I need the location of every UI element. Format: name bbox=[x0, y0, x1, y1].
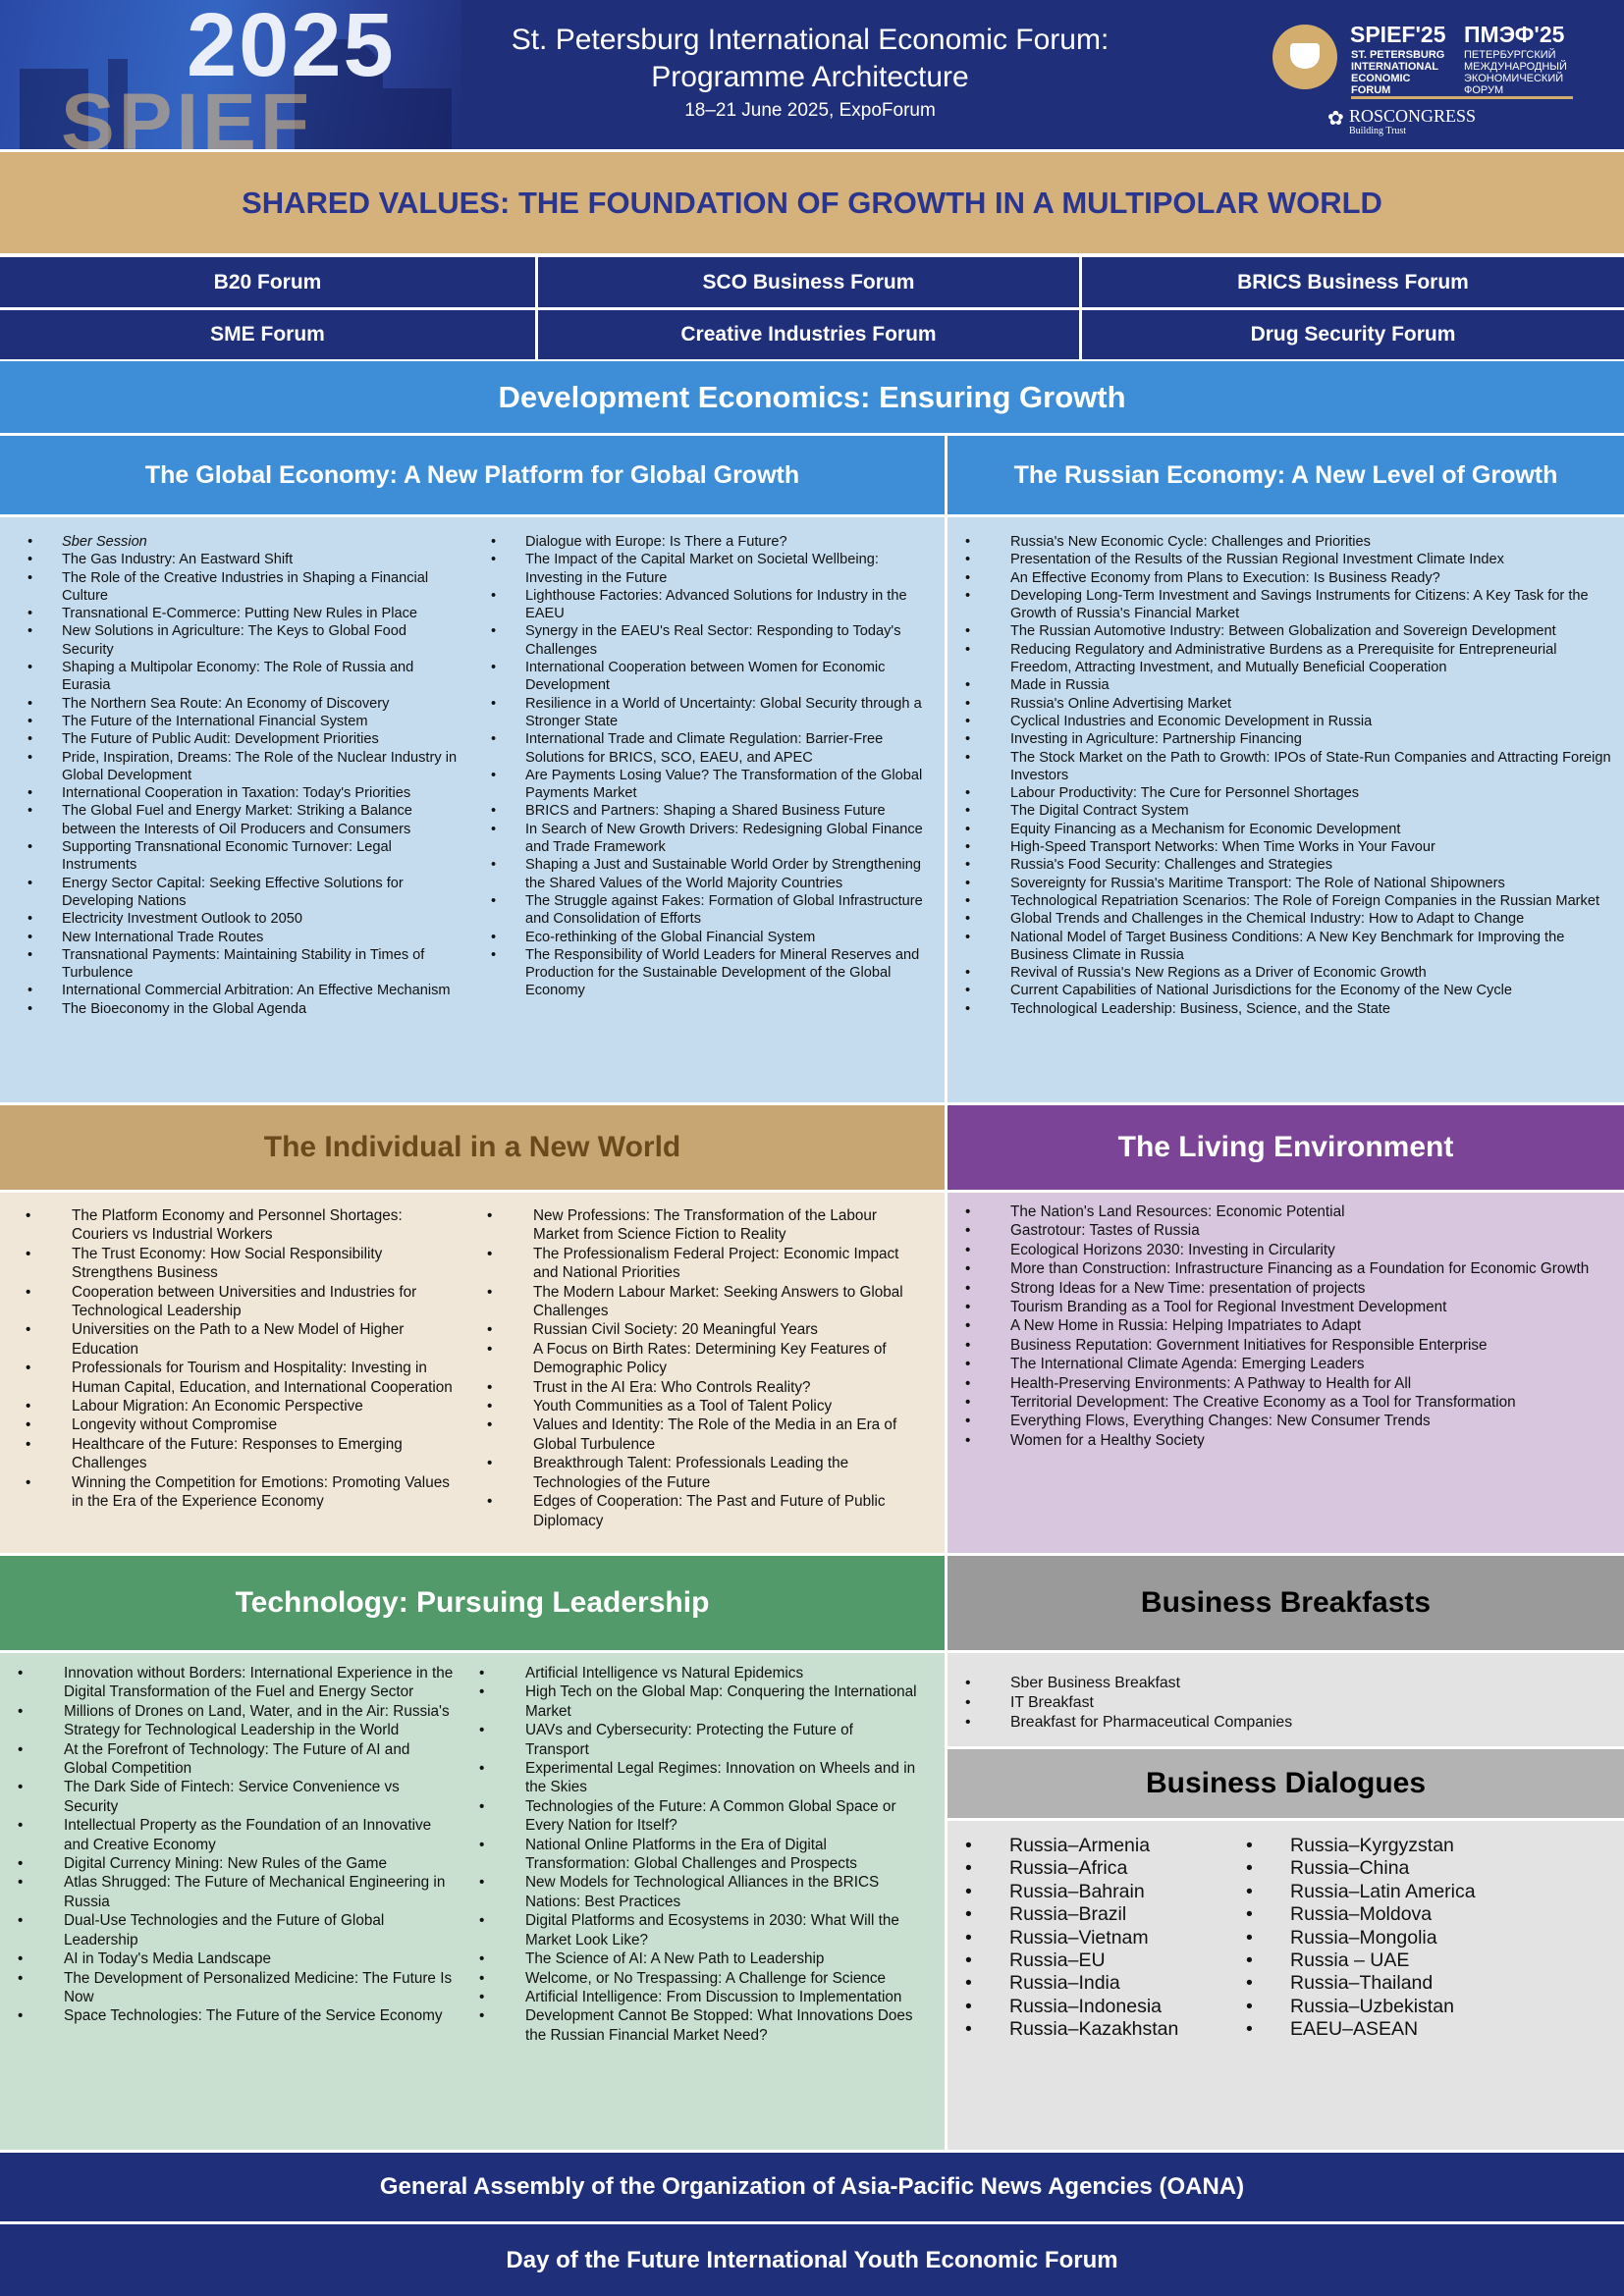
list-item: • Shaping a Just and Sustainable World Order by Strengthening the Shared Values of the World Majority Countries bbox=[491, 856, 928, 892]
list-item: • Russia–Kyrgyzstan bbox=[1246, 1835, 1541, 1857]
list-item: • Russia's Online Advertising Market bbox=[965, 695, 1613, 713]
subsection-russian-economy-title: The Russian Economy: A New Level of Growth bbox=[947, 436, 1624, 514]
list-item: • Everything Flows, Everything Changes: New Consumer Trends bbox=[965, 1412, 1613, 1430]
list-item: • Space Technologies: The Future of the Service Economy bbox=[18, 2006, 455, 2025]
list-item: • New Models for Technological Alliances in the BRICS Nations: Best Practices bbox=[479, 1873, 917, 1911]
list-item: • Values and Identity: The Role of the Media in an Era of Global Turbulence bbox=[487, 1415, 925, 1454]
list-item: • In Search of New Growth Drivers: Redesigning Global Finance and Trade Framework bbox=[491, 821, 928, 857]
list-item: • Atlas Shrugged: The Future of Mechanical Engineering in Russia bbox=[18, 1873, 455, 1911]
forum-creative-industries: Creative Industries Forum bbox=[538, 310, 1079, 359]
logo-ru-line: ЭКОНОМИЧЕСКИЙ bbox=[1464, 73, 1564, 84]
list-item: • Russia–Kazakhstan bbox=[965, 2018, 1240, 2041]
list-item: • Labour Migration: An Economic Perspective bbox=[26, 1397, 458, 1415]
list-item: • The Gas Industry: An Eastward Shift bbox=[27, 551, 460, 568]
list-item: • Development Cannot Be Stopped: What Innovations Does the Russian Financial Market Need? bbox=[479, 2006, 917, 2045]
list-item: • At the Forefront of Technology: The Future of AI and Global Competition bbox=[18, 1740, 455, 1779]
section-individual-title: The Individual in a New World bbox=[0, 1105, 945, 1190]
list-item: • The Trust Economy: How Social Responsibility Strengthens Business bbox=[26, 1245, 458, 1283]
roscongress-flower-icon: ✿ bbox=[1327, 108, 1344, 130]
year-art: 2025 bbox=[187, 0, 396, 95]
list-item: • Digital Currency Mining: New Rules of the Game bbox=[18, 1854, 455, 1873]
list-item: • Russia–Bahrain bbox=[965, 1881, 1240, 1903]
page-title bbox=[461, 22, 1159, 96]
list-item: • Strong Ideas for a New Time: presentation of projects bbox=[965, 1279, 1613, 1298]
list-item: • Health-Preserving Environments: A Pathway to Health for All bbox=[965, 1374, 1613, 1393]
list-item: • Technologies of the Future: A Common Global Space or Every Nation for Itself? bbox=[479, 1797, 917, 1836]
list-item: • Resilience in a World of Uncertainty: Global Security through a Stronger State bbox=[491, 695, 928, 731]
watermark-text: SPIEF bbox=[61, 78, 313, 149]
list-item: • Winning the Competition for Emotions: Promoting Values in the Era of the Experience Economy bbox=[26, 1473, 458, 1512]
individual-list-1 bbox=[26, 1206, 458, 1512]
list-item: • Russia–Armenia bbox=[965, 1835, 1240, 1857]
logo-divider bbox=[1351, 96, 1573, 99]
list-item: • Synergy in the EAEU's Real Sector: Responding to Today's Challenges bbox=[491, 622, 928, 659]
list-item: • Breakfast for Pharmaceutical Companies bbox=[965, 1713, 1613, 1733]
logo-en-line: ECONOMIC bbox=[1351, 73, 1411, 84]
forum-drug-security: Drug Security Forum bbox=[1082, 310, 1624, 359]
list-item: • Sovereignty for Russia's Maritime Transport: The Role of National Shipowners bbox=[965, 875, 1613, 892]
list-item: • Welcome, or No Trespassing: A Challenge for Science bbox=[479, 1969, 917, 1988]
forum-b20: B20 Forum bbox=[0, 257, 535, 307]
list-item: • Russia–Brazil bbox=[965, 1903, 1240, 1926]
list-item: • New Professions: The Transformation of the Labour Market from Science Fiction to Reality bbox=[487, 1206, 925, 1245]
list-item: • Russia–Uzbekistan bbox=[1246, 1996, 1541, 2018]
list-item: • Transnational Payments: Maintaining Stability in Times of Turbulence bbox=[27, 946, 460, 983]
title-line-2: Programme Architecture bbox=[651, 61, 969, 93]
list-item: • A New Home in Russia: Helping Impatriates to Adapt bbox=[965, 1316, 1613, 1335]
list-item: • Tourism Branding as a Tool for Regional Investment Development bbox=[965, 1298, 1613, 1316]
list-item: • The Development of Personalized Medicine: The Future Is Now bbox=[18, 1969, 455, 2007]
section-living-environment-title: The Living Environment bbox=[947, 1105, 1624, 1190]
emblem-ship-icon bbox=[1290, 43, 1320, 69]
list-item: • Russia–Africa bbox=[965, 1857, 1240, 1880]
roscongress-name: ROSCONGRESS bbox=[1349, 106, 1477, 126]
list-item: • The Nation's Land Resources: Economic Potential bbox=[965, 1202, 1613, 1221]
list-item: • Healthcare of the Future: Responses to Emerging Challenges bbox=[26, 1435, 458, 1473]
list-item: • The Future of Public Audit: Development Priorities bbox=[27, 730, 460, 748]
list-item: • Lighthouse Factories: Advanced Solutions for Industry in the EAEU bbox=[491, 587, 928, 623]
logo-en-line: INTERNATIONAL bbox=[1351, 61, 1439, 73]
list-item: • Russia–Mongolia bbox=[1246, 1927, 1541, 1949]
forum-sme: SME Forum bbox=[0, 310, 535, 359]
youth-forum-banner: Day of the Future International Youth Economic Forum bbox=[0, 2224, 1624, 2296]
list-item: • Investing in Agriculture: Partnership Financing bbox=[965, 730, 1613, 748]
list-item: • Cyclical Industries and Economic Development in Russia bbox=[965, 713, 1613, 730]
russian-economy-list bbox=[965, 533, 1613, 1018]
russian-economy-panel bbox=[947, 517, 1624, 1102]
list-item: • Russia–Moldova bbox=[1246, 1903, 1541, 1926]
business-breakfasts-list bbox=[965, 1674, 1613, 1733]
list-item: • Current Capabilities of National Jurisdictions for the Economy of the New Cycle bbox=[965, 982, 1613, 999]
list-item: • The Professionalism Federal Project: Economic Impact and National Priorities bbox=[487, 1245, 925, 1283]
list-item: • Business Reputation: Government Initiatives for Responsible Enterprise bbox=[965, 1336, 1613, 1355]
forum-theme-banner: SHARED VALUES: THE FOUNDATION OF GROWTH IN A MULTIPOLAR WORLD bbox=[0, 152, 1624, 253]
list-item: • National Online Platforms in the Era of Digital Transformation: Global Challenges and Prospects bbox=[479, 1836, 917, 1874]
section-business-dialogues-title: Business Dialogues bbox=[947, 1749, 1624, 1818]
list-item: • New Solutions in Agriculture: The Keys to Global Food Security bbox=[27, 622, 460, 659]
list-item: • The Stock Market on the Path to Growth: IPOs of State-Run Companies and Attracting Foreign Investors bbox=[965, 749, 1613, 785]
list-item: • The Platform Economy and Personnel Shortages: Couriers vs Industrial Workers bbox=[26, 1206, 458, 1245]
list-item: • High-Speed Transport Networks: When Time Works in Your Favour bbox=[965, 838, 1613, 856]
list-item: • Transnational E-Commerce: Putting New Rules in Place bbox=[27, 605, 460, 622]
list-item: • The Impact of the Capital Market on Societal Wellbeing: Investing in the Future bbox=[491, 551, 928, 587]
page-header bbox=[0, 0, 1624, 149]
subsection-global-economy-title: The Global Economy: A New Platform for Global Growth bbox=[0, 436, 945, 514]
list-item: • Russia–Vietnam bbox=[965, 1927, 1240, 1949]
list-item: • Technological Repatriation Scenarios: The Role of Foreign Companies in the Russian Market bbox=[965, 892, 1613, 910]
technology-panel bbox=[0, 1653, 945, 2150]
list-item: • Experimental Legal Regimes: Innovation on Wheels and in the Skies bbox=[479, 1759, 917, 1797]
list-item: • Russia–Thailand bbox=[1246, 1972, 1541, 1995]
list-item: • Labour Productivity: The Cure for Personnel Shortages bbox=[965, 784, 1613, 802]
list-item: • The Northern Sea Route: An Economy of Discovery bbox=[27, 695, 460, 713]
list-item: • BRICS and Partners: Shaping a Shared Business Future bbox=[491, 802, 928, 820]
list-item: • EAEU–ASEAN bbox=[1246, 2018, 1541, 2041]
list-item: • Global Trends and Challenges in the Chemical Industry: How to Adapt to Change bbox=[965, 910, 1613, 928]
list-item: • Electricity Investment Outlook to 2050 bbox=[27, 910, 460, 928]
list-item: • Edges of Cooperation: The Past and Future of Public Diplomacy bbox=[487, 1492, 925, 1530]
list-item: • Are Payments Losing Value? The Transformation of the Global Payments Market bbox=[491, 767, 928, 803]
list-item: • The Role of the Creative Industries in Shaping a Financial Culture bbox=[27, 569, 460, 606]
logo-en-line: FORUM bbox=[1351, 84, 1391, 96]
list-item: • Reducing Regulatory and Administrative Burdens as a Prerequisite for Entrepreneurial Freedom, Attracting Investment, and Mutually Beneficial Cooperation bbox=[965, 641, 1613, 677]
list-item: • The Struggle against Fakes: Formation of Global Infrastructure and Consolidation of Efforts bbox=[491, 892, 928, 929]
logo-en-subtitle bbox=[1351, 49, 1459, 96]
list-item: • Energy Sector Capital: Seeking Effective Solutions for Developing Nations bbox=[27, 875, 460, 911]
individual-list-2 bbox=[487, 1206, 925, 1530]
list-item: • Equity Financing as a Mechanism for Economic Development bbox=[965, 821, 1613, 838]
list-item: • UAVs and Cybersecurity: Protecting the Future of Transport bbox=[479, 1721, 917, 1759]
list-item: • International Trade and Climate Regulation: Barrier-Free Solutions for BRICS, SCO, EAEU, and APEC bbox=[491, 730, 928, 767]
list-item: • Women for a Healthy Society bbox=[965, 1431, 1613, 1450]
list-item: • Sber Session bbox=[27, 533, 460, 551]
business-breakfasts-panel bbox=[947, 1653, 1624, 1746]
list-item: • Universities on the Path to a New Model of Higher Education bbox=[26, 1320, 458, 1359]
header-artwork bbox=[0, 0, 461, 149]
list-item: • The Dark Side of Fintech: Service Convenience vs Security bbox=[18, 1778, 455, 1816]
list-item: • Pride, Inspiration, Dreams: The Role of the Nuclear Industry in Global Development bbox=[27, 749, 460, 785]
list-item: • Ecological Horizons 2030: Investing in Circularity bbox=[965, 1241, 1613, 1259]
list-item: • Russia–India bbox=[965, 1972, 1240, 1995]
logo-ru-title: ПМЭФ'25 bbox=[1464, 22, 1565, 47]
list-item: • High Tech on the Global Map: Conquering the International Market bbox=[479, 1682, 917, 1721]
list-item: • International Cooperation in Taxation: Today's Priorities bbox=[27, 784, 460, 802]
list-item: • Digital Platforms and Ecosystems in 2030: What Will the Market Look Like? bbox=[479, 1911, 917, 1949]
list-item: • The Global Fuel and Energy Market: Striking a Balance between the Interests of Oil Producers and Consumers bbox=[27, 802, 460, 838]
list-item: • The Future of the International Financial System bbox=[27, 713, 460, 730]
list-item: • Longevity without Compromise bbox=[26, 1415, 458, 1434]
roscongress-tagline: Building Trust bbox=[1349, 126, 1407, 136]
list-item: • Presentation of the Results of the Russian Regional Investment Climate Index bbox=[965, 551, 1613, 568]
forum-sco: SCO Business Forum bbox=[538, 257, 1079, 307]
list-item: • Dual-Use Technologies and the Future of Global Leadership bbox=[18, 1911, 455, 1949]
logo-ru-line: ФОРУМ bbox=[1464, 84, 1504, 96]
list-item: • Supporting Transnational Economic Turnover: Legal Instruments bbox=[27, 838, 460, 875]
global-economy-list-1 bbox=[27, 533, 460, 1018]
list-item: • Professionals for Tourism and Hospitality: Investing in Human Capital, Education, and International Cooperation bbox=[26, 1359, 458, 1397]
list-item: • Sber Business Breakfast bbox=[965, 1674, 1613, 1693]
list-item: • Russia's Food Security: Challenges and Strategies bbox=[965, 856, 1613, 874]
list-item: • Russia–Indonesia bbox=[965, 1996, 1240, 2018]
global-economy-panel bbox=[0, 517, 945, 1102]
list-item: • Russia–EU bbox=[965, 1949, 1240, 1972]
living-environment-list bbox=[965, 1202, 1613, 1450]
logo-ru-line: МЕЖДУНАРОДНЫЙ bbox=[1464, 61, 1567, 73]
skyline-building bbox=[383, 88, 452, 149]
business-dialogues-list-1 bbox=[965, 1835, 1240, 2042]
list-item: • Russia–China bbox=[1246, 1857, 1541, 1880]
living-environment-panel bbox=[947, 1193, 1624, 1553]
list-item: • The Bioeconomy in the Global Agenda bbox=[27, 1000, 460, 1018]
section-business-breakfasts-title: Business Breakfasts bbox=[947, 1556, 1624, 1650]
header-titles bbox=[461, 22, 1159, 124]
list-item: • More than Construction: Infrastructure Financing as a Foundation for Economic Growth bbox=[965, 1259, 1613, 1278]
list-item: • Youth Communities as a Tool of Talent Policy bbox=[487, 1397, 925, 1415]
forum-brics: BRICS Business Forum bbox=[1082, 257, 1624, 307]
section-technology-title: Technology: Pursuing Leadership bbox=[0, 1556, 945, 1650]
list-item: • A Focus on Birth Rates: Determining Key Features of Demographic Policy bbox=[487, 1340, 925, 1378]
section-development-economics: Development Economics: Ensuring Growth bbox=[0, 361, 1624, 433]
list-item: • Cooperation between Universities and Industries for Technological Leadership bbox=[26, 1283, 458, 1321]
list-item: • The Responsibility of World Leaders for Mineral Reserves and Production for the Sustainable Development of the Global Economy bbox=[491, 946, 928, 1000]
list-item: • Breakthrough Talent: Professionals Leading the Technologies of the Future bbox=[487, 1454, 925, 1492]
title-line-1: St. Petersburg International Economic Forum: bbox=[511, 24, 1110, 56]
list-item: • Eco-rethinking of the Global Financial System bbox=[491, 929, 928, 946]
list-item: • International Cooperation between Women for Economic Development bbox=[491, 659, 928, 695]
list-item: • Artificial Intelligence: From Discussion to Implementation bbox=[479, 1988, 917, 2006]
business-dialogues-list-2 bbox=[1246, 1835, 1541, 2042]
oana-general-assembly-banner: General Assembly of the Organization of Asia-Pacific News Agencies (OANA) bbox=[0, 2153, 1624, 2221]
list-item: • Millions of Drones on Land, Water, and in the Air: Russia's Strategy for Technological Leadership in the World bbox=[18, 1702, 455, 1740]
global-economy-list-2 bbox=[491, 533, 928, 1000]
list-item: • Technological Leadership: Business, Science, and the State bbox=[965, 1000, 1613, 1018]
list-item: • Shaping a Multipolar Economy: The Role of Russia and Eurasia bbox=[27, 659, 460, 695]
list-item: • The Digital Contract System bbox=[965, 802, 1613, 820]
list-item: • Russia's New Economic Cycle: Challenges and Priorities bbox=[965, 533, 1613, 551]
list-item: • New International Trade Routes bbox=[27, 929, 460, 946]
individual-panel bbox=[0, 1193, 945, 1553]
list-item: • National Model of Target Business Conditions: A New Key Benchmark for Improving the Business Climate in Russia bbox=[965, 929, 1613, 965]
list-item: • An Effective Economy from Plans to Execution: Is Business Ready? bbox=[965, 569, 1613, 587]
list-item: • Made in Russia bbox=[965, 676, 1613, 694]
list-item: • AI in Today's Media Landscape bbox=[18, 1949, 455, 1968]
logo-en-title: SPIEF'25 bbox=[1350, 22, 1446, 47]
list-item: • Gastrotour: Tastes of Russia bbox=[965, 1221, 1613, 1240]
logo-ru-line: ПЕТЕРБУРГСКИЙ bbox=[1464, 49, 1556, 61]
technology-list-2 bbox=[479, 1664, 917, 2045]
list-item: • Dialogue with Europe: Is There a Future? bbox=[491, 533, 928, 551]
list-item: • Revival of Russia's New Regions as a Driver of Economic Growth bbox=[965, 964, 1613, 982]
list-item: • Innovation without Borders: International Experience in the Digital Transformation of the Fuel and Energy Sector bbox=[18, 1664, 455, 1702]
list-item: • The Modern Labour Market: Seeking Answers to Global Challenges bbox=[487, 1283, 925, 1321]
list-item: • Territorial Development: The Creative Economy as a Tool for Transformation bbox=[965, 1393, 1613, 1412]
list-item: • Russia – UAE bbox=[1246, 1949, 1541, 1972]
date-venue: 18–21 June 2025, ExpoForum bbox=[684, 100, 936, 121]
technology-list-1 bbox=[18, 1664, 455, 2026]
list-item: • International Commercial Arbitration: An Effective Mechanism bbox=[27, 982, 460, 999]
list-item: • Russia–Latin America bbox=[1246, 1881, 1541, 1903]
logo-en-line: ST. PETERSBURG bbox=[1351, 49, 1445, 61]
logo-ru-subtitle bbox=[1464, 49, 1582, 96]
list-item: • The Russian Automotive Industry: Between Globalization and Sovereign Development bbox=[965, 622, 1613, 640]
list-item: • Developing Long-Term Investment and Savings Instruments for Citizens: A Key Task for the Growth of Russia's Financial Market bbox=[965, 587, 1613, 623]
list-item: • Russian Civil Society: 20 Meaningful Years bbox=[487, 1320, 925, 1339]
list-item: • Intellectual Property as the Foundation of an Innovative and Creative Economy bbox=[18, 1816, 455, 1854]
list-item: • The Science of AI: A New Path to Leadership bbox=[479, 1949, 917, 1968]
list-item: • IT Breakfast bbox=[965, 1693, 1613, 1713]
business-dialogues-panel bbox=[947, 1821, 1624, 2150]
list-item: • Artificial Intelligence vs Natural Epidemics bbox=[479, 1664, 917, 1682]
list-item: • Trust in the AI Era: Who Controls Reality? bbox=[487, 1378, 925, 1397]
list-item: • The International Climate Agenda: Emerging Leaders bbox=[965, 1355, 1613, 1373]
